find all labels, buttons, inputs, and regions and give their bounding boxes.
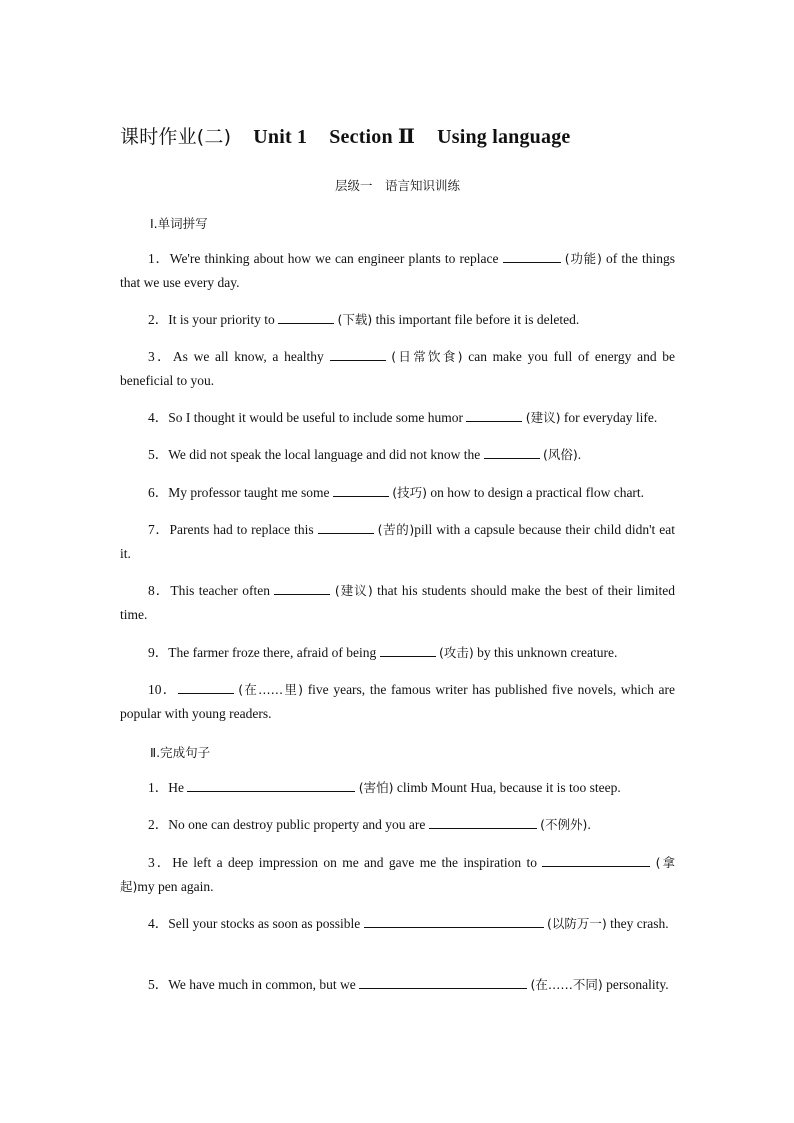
hint-text: (在……不同) — [530, 977, 603, 992]
question-text: As we all know, a healthy — [172, 349, 330, 364]
question-text: on how to design a practical flow chart. — [427, 485, 645, 500]
answer-blank[interactable] — [542, 854, 650, 867]
hint-text: (风俗) — [542, 447, 578, 462]
answer-blank[interactable] — [503, 250, 561, 263]
part1-question-6 — [120, 481, 675, 505]
hint-text: (建议) — [525, 410, 561, 425]
question-text: He — [168, 780, 188, 795]
part2-question-5 — [120, 973, 675, 997]
hint-text: (在……里) — [238, 682, 304, 697]
question-text: five years, the famous writer has published five novels, which are popular with young readers. — [120, 682, 676, 721]
hint-text: (以防万一) — [547, 916, 607, 931]
part2-heading: Ⅱ.完成句子 — [150, 745, 211, 760]
question-number: 8． — [148, 583, 171, 598]
question-number: 1． — [148, 780, 169, 795]
question-number: 3． — [148, 855, 173, 870]
question-number: 7． — [148, 522, 170, 537]
answer-blank[interactable] — [484, 446, 540, 459]
question-number: 1． — [148, 251, 170, 266]
part1-heading: Ⅰ.单词拼写 — [150, 216, 208, 231]
question-number: 5． — [148, 447, 169, 462]
question-text: We have much in common, but we — [168, 977, 360, 992]
part1-question-1 — [120, 247, 675, 295]
question-number: 3． — [148, 349, 173, 364]
hint-text: (技巧) — [392, 485, 427, 500]
part1-question-4 — [120, 406, 675, 430]
part1-question-9 — [120, 641, 675, 665]
question-text: pill with a capsule because their child didn't eat it. — [120, 522, 676, 561]
question-text: We did not speak the local language and did not know the — [168, 447, 484, 462]
part1-question-8 — [120, 579, 675, 627]
hint-text: (苦的) — [377, 522, 415, 537]
part1-question-5 — [120, 443, 675, 467]
answer-blank[interactable] — [278, 311, 334, 324]
answer-blank[interactable] — [380, 644, 436, 657]
answer-blank[interactable] — [187, 779, 355, 792]
hint-text: (功能) — [564, 251, 602, 266]
hint-text: (不例外) — [540, 817, 588, 832]
answer-blank[interactable] — [318, 521, 374, 534]
answer-blank[interactable] — [333, 484, 389, 497]
title-unit: Unit 1 — [253, 126, 308, 148]
part1-question-2 — [120, 308, 675, 332]
question-text: No one can destroy public property and you are — [168, 817, 429, 832]
answer-blank[interactable] — [274, 582, 330, 595]
page-title — [120, 122, 570, 149]
question-text: they crash. — [606, 916, 669, 931]
question-number: 4． — [148, 410, 169, 425]
part1-question-3 — [120, 345, 675, 393]
question-number: 2． — [148, 312, 169, 327]
question-text: It is your priority to — [168, 312, 279, 327]
question-text: that his students should make the best of their limited time. — [120, 583, 676, 622]
question-text: . — [577, 447, 582, 462]
part1-question-7 — [120, 518, 675, 566]
answer-blank[interactable] — [429, 816, 537, 829]
part2-question-3 — [120, 851, 675, 899]
question-number: 9． — [148, 645, 169, 660]
question-text: by this unknown creature. — [473, 645, 618, 660]
answer-blank[interactable] — [330, 348, 386, 361]
hint-text: (建议) — [334, 583, 373, 598]
question-text: this important file before it is deleted. — [372, 312, 580, 327]
question-text: of the things that we use every day. — [120, 251, 675, 290]
question-number: 2． — [148, 817, 169, 832]
part2-question-1 — [120, 776, 675, 800]
question-number: 4． — [148, 916, 169, 931]
hint-text: (日常饮食) — [391, 349, 463, 364]
question-text: This teacher often — [170, 583, 275, 598]
question-number: 6． — [148, 485, 169, 500]
title-section: Section Ⅱ — [329, 126, 416, 148]
answer-blank[interactable] — [466, 409, 522, 422]
question-text: He left a deep impression on me and gave me the inspiration to — [172, 855, 543, 870]
question-text: So I thought it would be useful to include some humor — [168, 410, 467, 425]
question-text: The farmer froze there, afraid of being — [168, 645, 380, 660]
question-text: can make you full of energy and be beneficial to you. — [120, 349, 676, 388]
question-text: Sell your stocks as soon as possible — [168, 916, 364, 931]
question-text: Parents had to replace this — [169, 522, 318, 537]
title-topic: Using language — [437, 126, 571, 148]
question-number: 5． — [148, 977, 169, 992]
question-text: We're thinking about how we can engineer plants to replace — [169, 251, 503, 266]
question-text: . — [587, 817, 591, 832]
worksheet-page — [120, 0, 675, 1123]
question-text: climb Mount Hua, because it is too steep. — [393, 780, 621, 795]
level-subtitle: 层级一 语言知识训练 — [334, 178, 460, 193]
question-text: My professor taught me some — [168, 485, 333, 500]
question-text: my pen again. — [137, 879, 214, 894]
title-chinese: 课时作业(二) — [120, 126, 232, 148]
part2-question-4 — [120, 912, 675, 936]
answer-blank[interactable] — [359, 976, 527, 989]
hint-text: (下载) — [337, 312, 373, 327]
question-text: personality. — [602, 977, 669, 992]
hint-text: (攻击) — [439, 645, 474, 660]
hint-text: (拿起) — [120, 855, 675, 894]
question-text: for everyday life. — [560, 410, 658, 425]
question-number: 10． — [148, 682, 178, 697]
part1-question-10 — [120, 678, 675, 726]
answer-blank[interactable] — [178, 681, 234, 694]
hint-text: (害怕) — [358, 780, 394, 795]
answer-blank[interactable] — [364, 915, 544, 928]
part2-question-2 — [120, 813, 675, 837]
